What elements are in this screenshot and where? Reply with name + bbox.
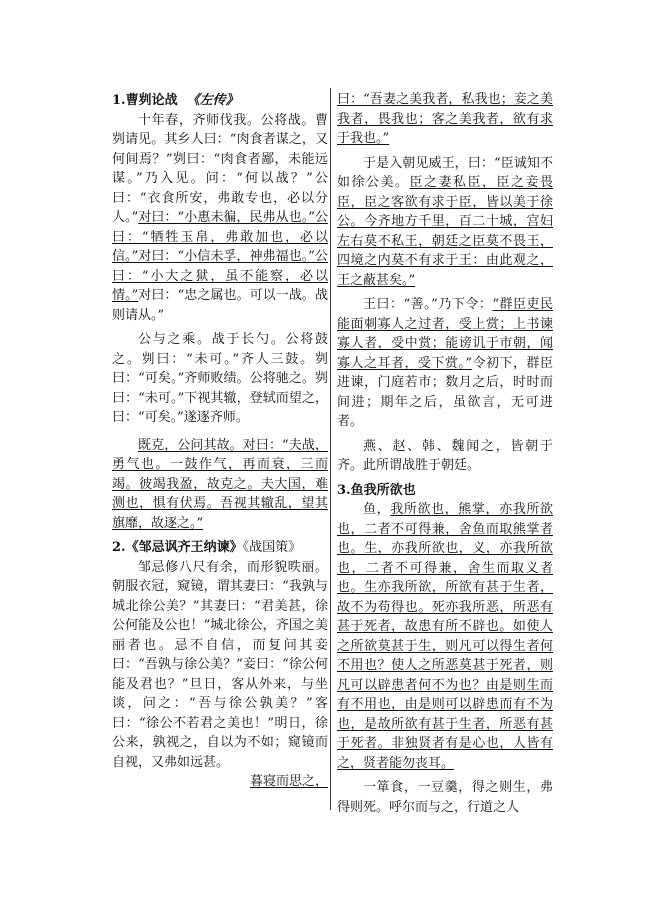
section-3-paragraph-1	[337, 500, 553, 773]
section-3-paragraph-1-plain: 鱼，	[363, 502, 391, 517]
section-1-paragraph-3-underlined: 既克，公问其故。对曰：“夫战，勇气也。一鼓作气，再而衰，三而竭。彼竭我盈，故克之。夫大国，难测也，惧有伏焉。吾视其辙乱，望其旗靡，故逐之。”	[112, 437, 328, 531]
section-3-paragraph-2: 一箪食，一豆羹，得之则生，弗得则死。呼尔而与之，行道之人	[337, 780, 553, 815]
section-2-paragraph-1-tail: 暮寝而思之，	[249, 774, 328, 789]
section-1-title	[112, 91, 328, 111]
right-column	[337, 90, 553, 822]
section-2-paragraph-1	[112, 558, 328, 792]
section-2-paragraph-2-plain: 于是入朝见威王，曰：“臣诚知不如徐公美。	[337, 155, 553, 190]
section-1-paragraph-1	[112, 111, 328, 326]
section-2-title	[112, 538, 328, 558]
section-1-paragraph-2: 公与之乘。战于长勺。公将鼓之。刿曰：“未可。”齐人三鼓。刿曰：“可矣。”齐师败绩。公将驰之。刿曰：“未可。”下视其辙，登轼而望之，曰：“可矣。”遂逐齐师。	[112, 332, 328, 425]
section-1-paragraph-1-tail: 对曰：“忠之属也。可以一战。战则请从。”	[112, 288, 328, 323]
section-1-work: 《左传》	[186, 93, 239, 108]
section-2-paragraph-4: 燕、赵、韩、魏闻之，皆朝于齐。此所谓战胜于朝廷。	[337, 438, 553, 473]
section-2-title-text: 2.《邹忌讽齐王纳谏》	[112, 540, 243, 555]
column-divider	[330, 88, 331, 810]
section-2-continuation-underlined: 曰：“吾妻之美我者，私我也；妾之美我者，畏我也；客之美我者，欲有求于我也。”	[337, 92, 553, 146]
section-2-paragraph-3-plain: 王曰：“善。”乃下令：	[363, 297, 493, 312]
section-2-paragraph-3-underlined: “群臣吏民能面刺寡人之过者，受上赏；上书谏寡人者，受中赏；能谤讥于市朝，闻寡人之耳者，受下赏。”	[337, 297, 553, 371]
section-3-title: 3.鱼我所欲也	[337, 482, 416, 498]
section-2-source: 《战国策》	[242, 540, 302, 555]
section-3-paragraph-1-underlined: 我所欲也，熊掌，亦我所欲也，二者不可得兼，舍鱼而取熊掌者也。生，亦我所欲也，义，亦我所欲也，二者不可得兼，舍生而取义者也。生亦我所欲，所欲有甚于生者，故不为苟得也。死亦我所恶，所恶有甚于死者，故患有所不辟也。如使人之所欲莫甚于生，则凡可以得生者何不用也？使人之所恶莫甚于死者，则凡可以辟患者何不为也？由是则生而有不用也，由是则可以辟患而有不为也，是故所欲有甚于生者，所恶有甚于死者。非独贤者有是心也，人皆有之，贤者能勿丧耳。	[337, 502, 553, 771]
section-1-title-text: 1.曹刿论战	[112, 93, 178, 108]
section-1-paragraph-1-underlined: 对曰：“小惠未徧，民弗从也。”公曰：“牺牲玉帛，弗敢加也，必以信。”对曰：“小信未孚，神弗福也。”公曰：“小大之狱，虽不能察，必以情。”	[112, 210, 328, 303]
section-2-continuation	[337, 90, 553, 149]
section-2-paragraph-2	[337, 154, 553, 291]
section-1-paragraph-3	[112, 436, 328, 534]
section-2-paragraph-3-tail: 令初下，群臣进谏，门庭若市；数月之后，时时而间进；期年之后，虽欲言，无可进者。	[337, 355, 553, 429]
section-2-paragraph-3	[337, 295, 553, 432]
section-1-paragraph-1-plain: 十年春，齐师伐我。公将战。曹刿请见。其乡人曰：“肉食者谋之，又何间焉？”刿曰：“肉食者鄙，未能远谋。”乃入见。问：“何以战？”公曰：“衣食所安，弗敢专也，必以分人。”	[112, 112, 328, 225]
section-2-paragraph-1-text: 邹忌修八尺有余，而形貌昳丽。朝服衣冠，窥镜，谓其妻曰：“我孰与城北徐公美？”其妻曰：“君美甚，徐公何能及公也！”城北徐公，齐国之美丽者也。忌不自信，而复问其妾曰：“吾孰与徐公美？”妾曰：“徐公何能及君也？”旦日，客从外来，与坐谈，问之：“吾与徐公孰美？”客曰：“徐公不若君之美也！”明日，徐公来，孰视之，自以为不如；窥镜而自视，又弗如远甚。	[112, 559, 328, 770]
section-2-paragraph-2-underlined: 臣之妻私臣，臣之妾畏臣，臣之客欲有求于臣，皆以美于徐公。今齐地方千里，百二十城，宫妇左右莫不私王，朝廷之臣莫不畏王，四境之内莫不有求于王：由此观之，王之蔽甚矣。”	[337, 175, 553, 288]
left-column	[112, 91, 328, 797]
